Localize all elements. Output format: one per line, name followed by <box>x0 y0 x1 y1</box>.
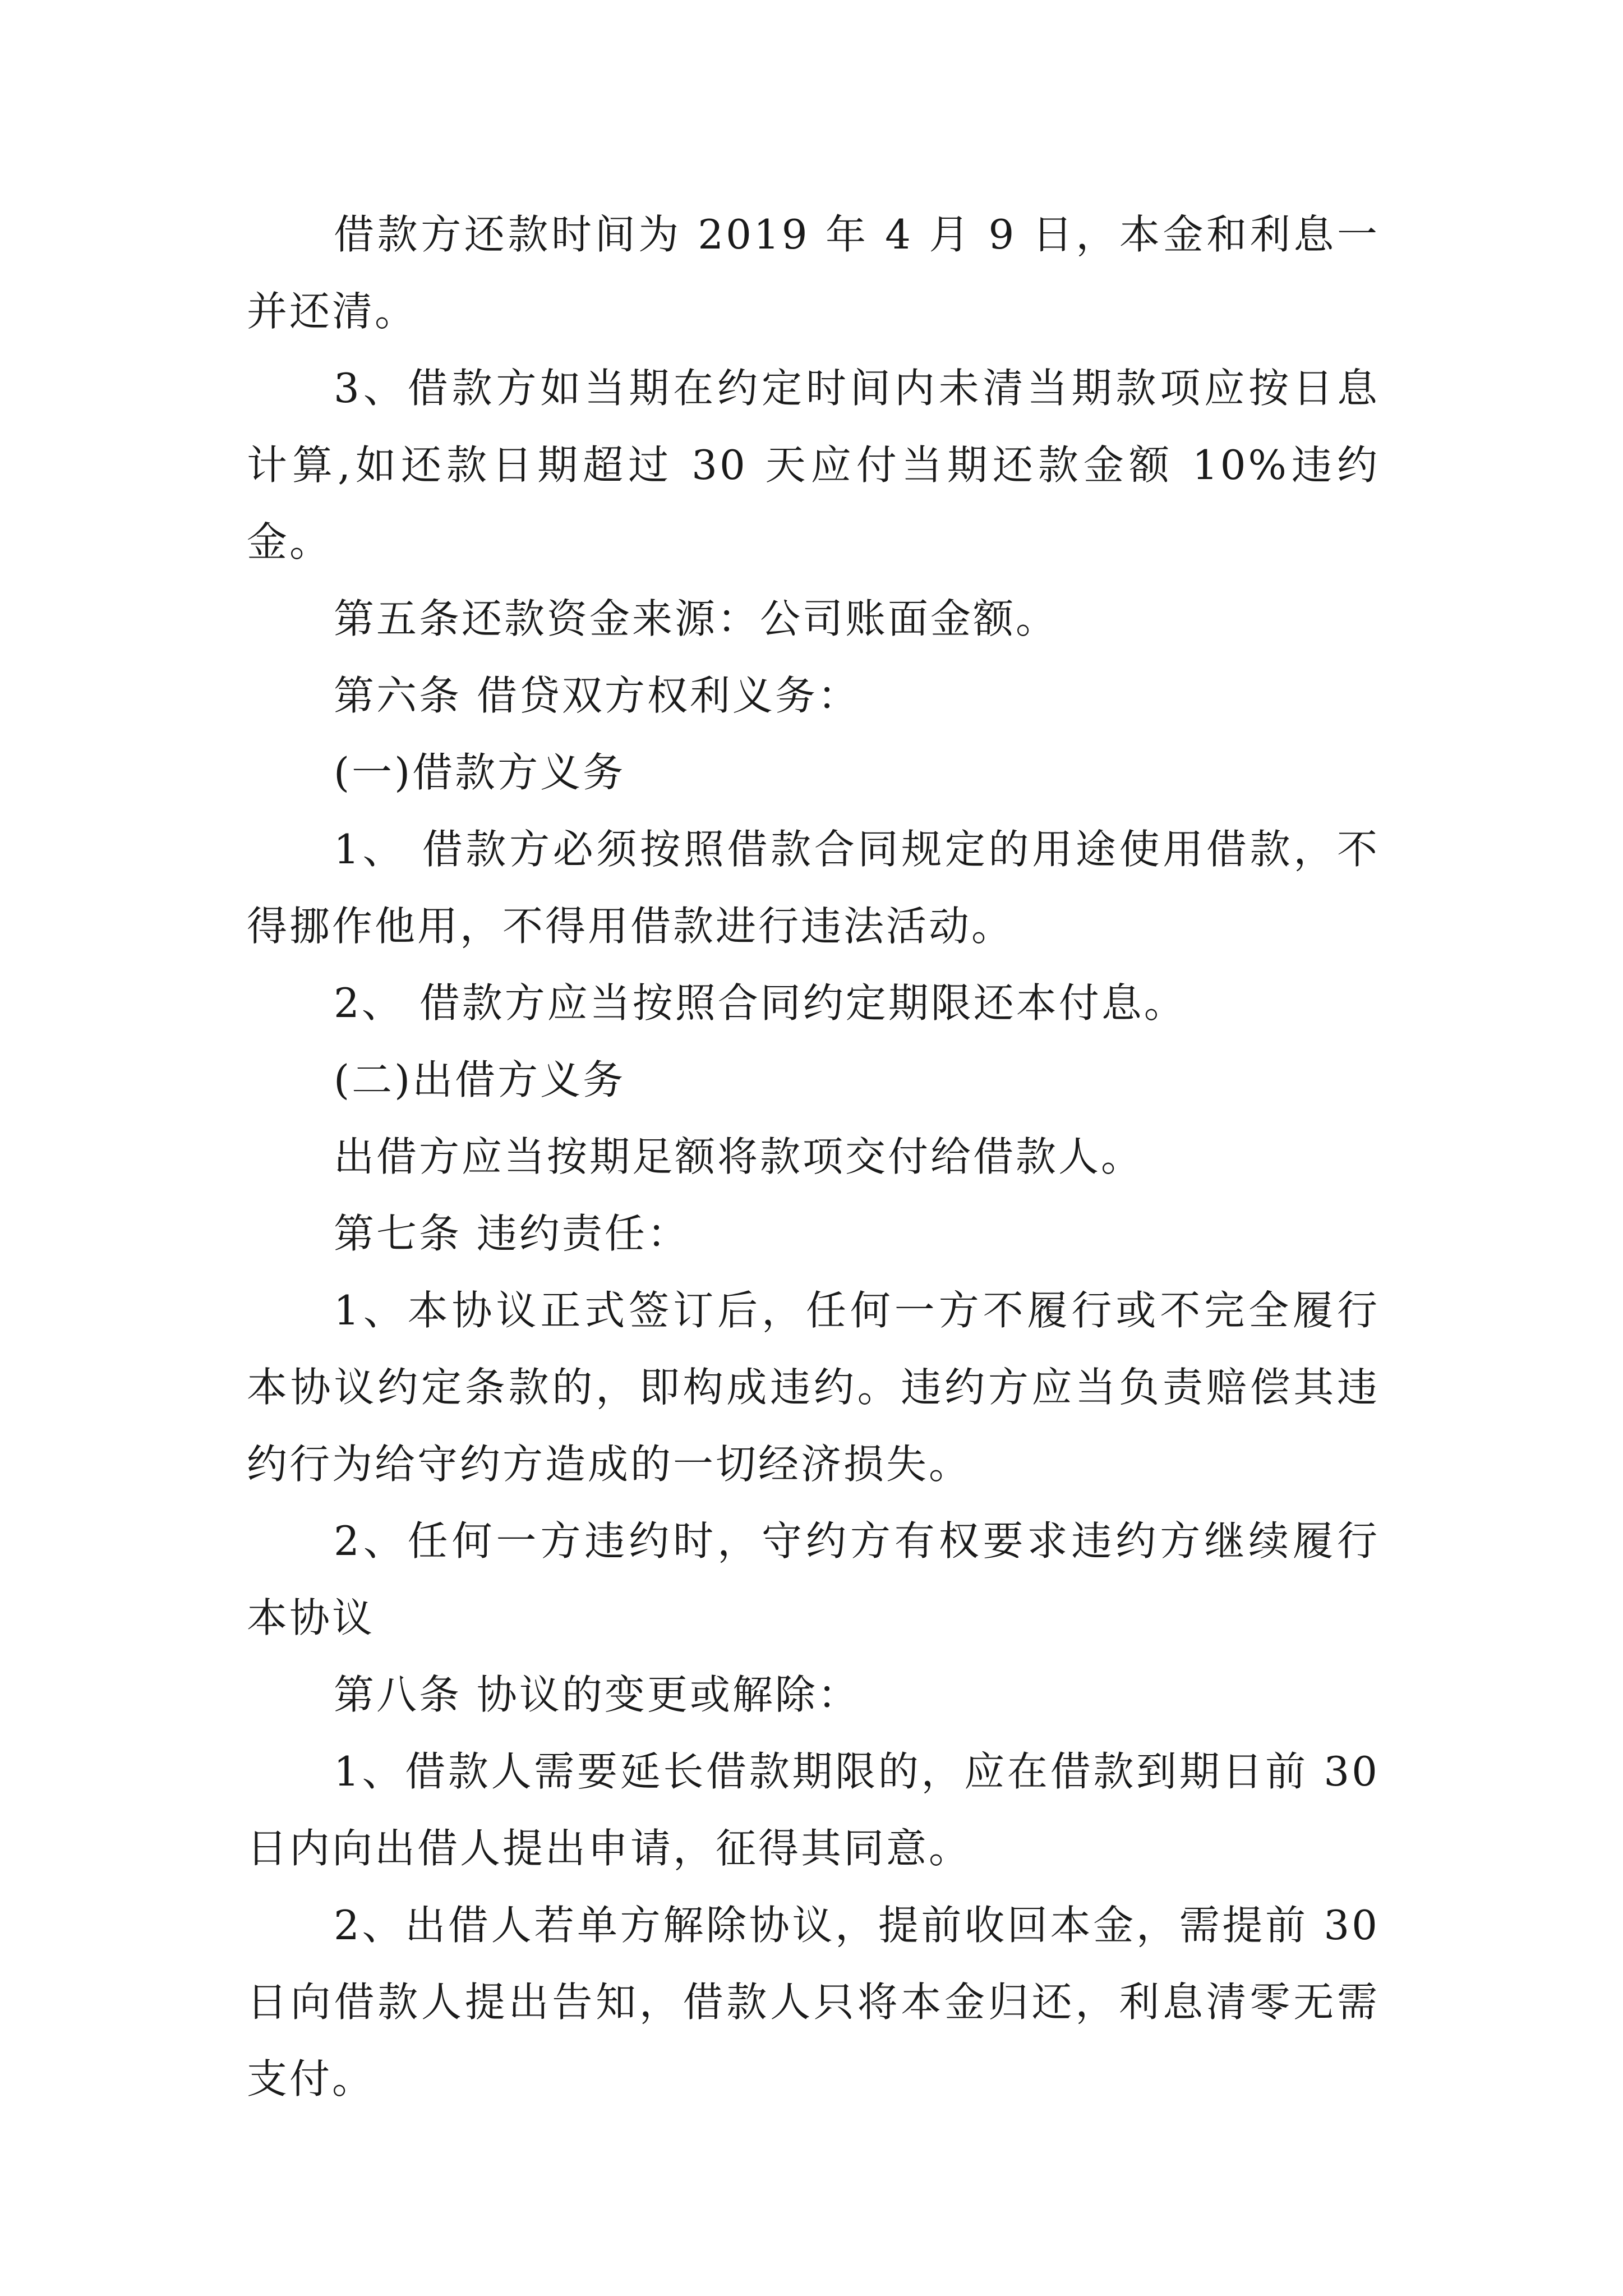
paragraph-change-2: 2、出借人若单方解除协议，提前收回本金，需提前 30 日向借款人提出告知，借款人只将本金归还，利息清零无需支付。 <box>247 1902 1380 2102</box>
paragraph-borrower-duties-heading: (一)借款方义务 <box>334 749 626 796</box>
paragraph-article-5: 第五条还款资金来源：公司账面金额。 <box>334 595 1059 642</box>
paragraph-borrower-duty-2: 2、 借款方应当按照合同约定期限还本付息。 <box>334 979 1187 1027</box>
paragraph-breach-1: 1、本协议正式签订后，任何一方不履行或不完全履行本协议约定条款的，即构成违约。违约方应当负责赔偿其违约行为给守约方造成的一切经济损失。 <box>247 1287 1380 1488</box>
paragraph-article-6-heading: 第六条 借贷双方权利义务： <box>334 672 860 719</box>
paragraph-breach-2: 2、任何一方违约时，守约方有权要求违约方继续履行本协议 <box>247 1517 1380 1641</box>
paragraph-late-penalty: 3、借款方如当期在约定时间内未清当期款项应按日息计算,如还款日期超过 30 天应付当期还款金额 10%违约金。 <box>247 365 1380 565</box>
paragraph-borrower-duty-1: 1、 借款方必须按照借款合同规定的用途使用借款，不得挪作他用，不得用借款进行违法活动。 <box>247 826 1380 950</box>
paragraph-change-1: 1、借款人需要延长借款期限的，应在借款到期日前 30 日内向出借人提出申请，征得其同意。 <box>247 1748 1380 1872</box>
paragraph-article-8-heading: 第八条 协议的变更或解除： <box>334 1671 860 1718</box>
paragraph-lender-duties-heading: (二)出借方义务 <box>334 1056 626 1103</box>
paragraph-lender-duty: 出借方应当按期足额将款项交付给借款人。 <box>334 1133 1144 1180</box>
document-body <box>247 196 1380 2118</box>
paragraph-article-7-heading: 第七条 违约责任： <box>334 1210 690 1257</box>
paragraph-repayment-date: 借款方还款时间为 2019 年 4 月 9 日，本金和利息一并还清。 <box>247 211 1380 335</box>
